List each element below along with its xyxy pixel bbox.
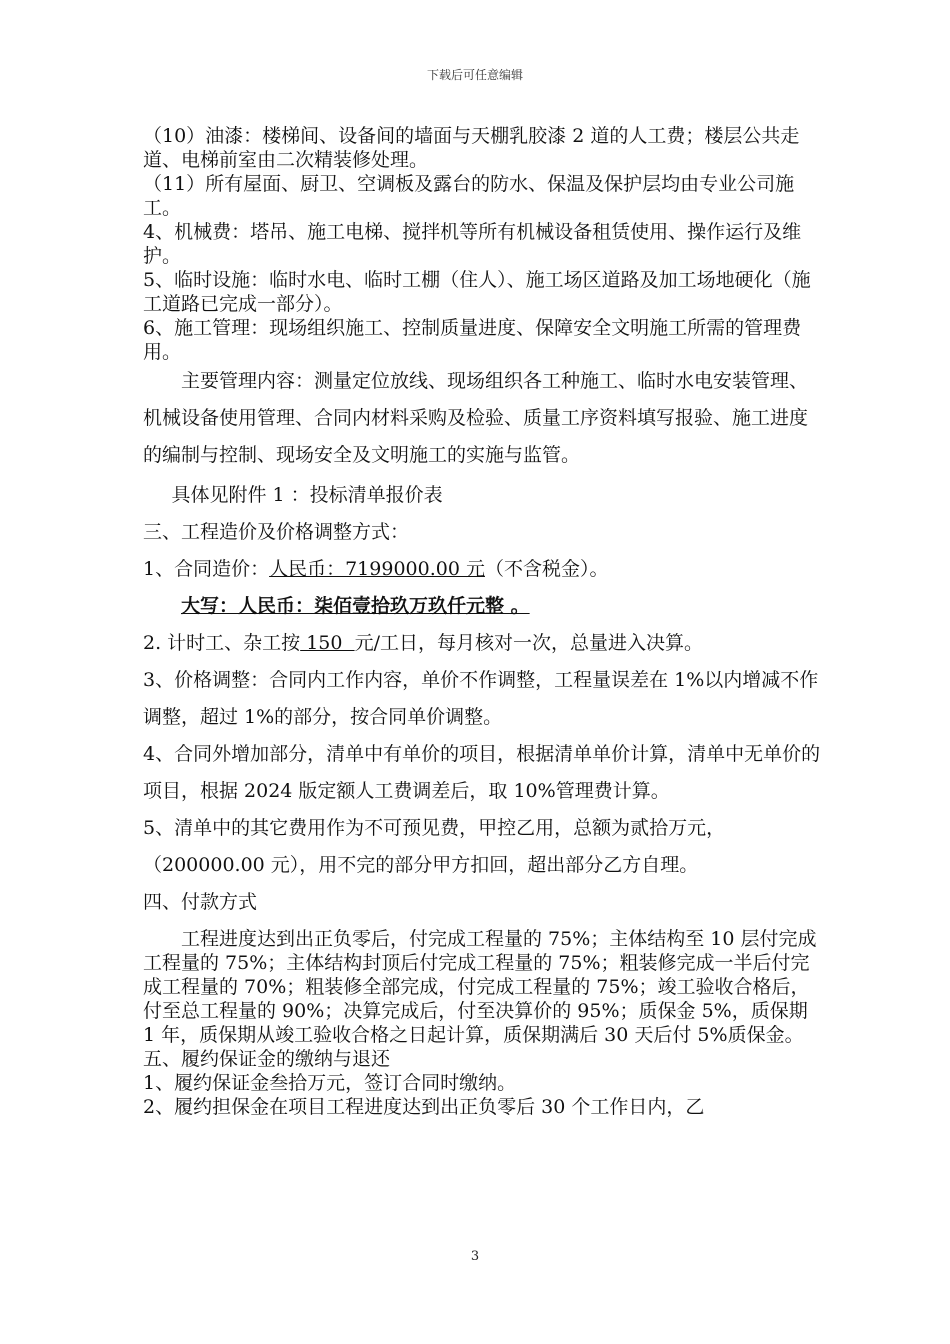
- contract-price-amount: 人民币：7199000.00 元: [269, 558, 485, 580]
- contract-price-label: 1、合同造价：: [143, 558, 270, 580]
- labor-rate-note: 元/工日，每月核对一次，总量进入决算。: [354, 632, 703, 654]
- paragraph-waterproof: （11）所有屋面、厨卫、空调板及露台的防水、保温及保护层均由专业公司施工。: [143, 173, 795, 219]
- paragraph-temporary-facilities: 5、临时设施：临时水电、临时工棚（住人）、施工场区道路及加工场地硬化（施工道路已完成一部分）。: [143, 269, 811, 315]
- paragraph-attachment: 具体见附件 1 ：投标清单报价表: [171, 484, 443, 506]
- paragraph-machinery: 4、机械费：塔吊、施工电梯、搅拌机等所有机械设备租赁使用、操作运行及维护。: [143, 221, 802, 267]
- section-heading-payment: 四、付款方式: [143, 891, 258, 913]
- paragraph-additional-work: 4、合同外增加部分，清单中有单价的项目，根据清单单价计算，清单中无单价的项目，根据 2024 版定额人工费调差后，取 10%管理费计算。: [143, 743, 821, 802]
- contract-price-note: （不含税金）。: [484, 558, 609, 580]
- paragraph-management-content: 主要管理内容：测量定位放线、现场组织各工种施工、临时水电安装管理、机械设备使用管理、合同内材料采购及检验、质量工序资料填写报验、施工进度的编制与控制、现场安全及文明施工的实施与监管。: [143, 370, 809, 466]
- document-body: [143, 124, 823, 1119]
- paragraph-bond-refund: 2、履约担保金在项目工程进度达到出正负零后 30 个工作日内，乙: [143, 1096, 705, 1118]
- paragraph-contract-price: [143, 551, 823, 588]
- section-heading-performance-bond: 五、履约保证金的缴纳与退还: [143, 1048, 391, 1070]
- paragraph-labor-rate: [143, 625, 823, 662]
- page-number: 3: [470, 1249, 480, 1264]
- labor-rate-value: 150: [300, 632, 355, 654]
- paragraph-contingency: 5、清单中的其它费用作为不可预见费，甲控乙用，总额为贰拾万元，（200000.00 元），用不完的部分甲方扣回，超出部分乙方自理。: [143, 817, 726, 876]
- paragraph-price-adjustment: 3、价格调整：合同内工作内容，单价不作调整，工程量误差在 1%以内增减不作调整，超过 1%的部分，按合同单价调整。: [143, 669, 819, 728]
- paragraph-payment-terms: 工程进度达到出正负零后，付完成工程量的 75%；主体结构至 10 层付完成工程量的 75%；主体结构封顶后付完成工程量的 75%；粗装修完成一半后付完成工程量的 70%；粗装修全部完成，付完成工程量的 75%；竣工验收合格后，付至总工程量的 90%；决算完成后，付至决算价的 95%；质保金 5%，质保期 1 年，质保期从竣工验收合格之日起计算，质保期满后 30 天后付 5%质保金。: [143, 928, 817, 1046]
- paragraph-bond-payment: 1、履约保证金叁拾万元，签订合同时缴纳。: [143, 1072, 517, 1094]
- page-header: 下载后可任意编辑: [426, 68, 523, 82]
- paragraph-construction-management: 6、施工管理：现场组织施工、控制质量进度、保障安全文明施工所需的管理费用。: [143, 317, 802, 363]
- paragraph-amount-in-words: 大写：人民币：柒佰壹拾玖万玖仟元整 。: [181, 595, 530, 617]
- paragraph-paint: （10）油漆：楼梯间、设备间的墙面与天棚乳胶漆 2 道的人工费；楼层公共走道、电梯前室由二次精装修处理。: [143, 125, 800, 171]
- section-heading-price: 三、工程造价及价格调整方式：: [143, 521, 410, 543]
- labor-rate-label: 2. 计时工、杂工按: [143, 632, 301, 654]
